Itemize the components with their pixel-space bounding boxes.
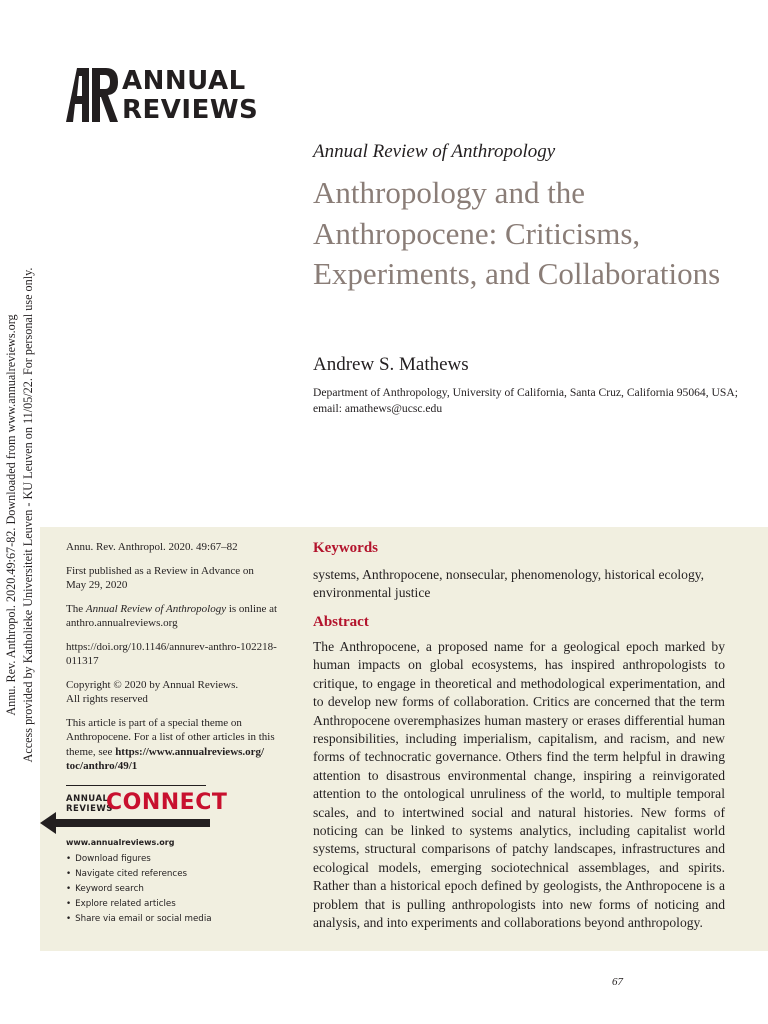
online-url-link[interactable]: anthro.annualreviews.org: [66, 617, 178, 629]
annual-reviews-logo[interactable]: [66, 68, 266, 124]
journal-name: Annual Review of Anthropology: [313, 141, 556, 162]
keywords-heading: Keywords: [313, 540, 378, 556]
online-prefix: The: [66, 602, 84, 615]
page-number: 67: [612, 976, 623, 988]
annual-reviews-connect[interactable]: [66, 785, 228, 945]
connect-reviews: REVIEWS: [66, 803, 113, 814]
logo-word-reviews: REVIEWS: [122, 95, 259, 125]
affiliation-email[interactable]: email: amathews@ucsc.edu: [313, 401, 443, 415]
arrow-left-icon: [40, 812, 210, 834]
copyright-line1: Copyright © 2020 by Annual Reviews.: [66, 678, 239, 691]
online-suffix: is online at: [228, 602, 278, 615]
first-published-date: May 29, 2020: [66, 579, 128, 591]
online-journal: Annual Review of Anthropology: [85, 602, 227, 615]
connect-annual: ANNUAL: [66, 794, 109, 804]
copyright-line2: All rights reserved: [66, 693, 148, 705]
connect-feature-item: • Explore related articles: [66, 897, 212, 912]
ar-logo-mark-icon: [66, 68, 118, 122]
download-notice-line1: Annu. Rev. Anthropol. 2020.49:67-82. Downloaded from www.annualreviews.org: [4, 314, 18, 716]
first-published-line1: First published as a Review in Advance on: [66, 564, 254, 577]
connect-features-list: [66, 852, 212, 927]
first-published: [66, 564, 286, 593]
connect-url[interactable]: www.annualreviews.org: [66, 838, 175, 847]
citation: Annu. Rev. Anthropol. 2020. 49:67–82: [66, 541, 238, 553]
connect-divider: [66, 785, 206, 786]
special-theme-link-line1[interactable]: https://www.annualreviews.org/: [115, 745, 265, 758]
online-availability: [66, 602, 286, 631]
article-metadata: [66, 540, 286, 783]
copyright: [66, 678, 286, 707]
abstract-heading: Abstract: [313, 614, 369, 630]
doi-line1[interactable]: https://doi.org/10.1146/annurev-anthro-102218-: [66, 640, 277, 653]
download-notice-line2: Access provided by Katholieke Universiteit Leuven - KU Leuven on 11/05/22. For personal use only.: [21, 267, 35, 763]
download-notice-sidebar: [0, 0, 40, 1024]
author-name: Andrew S. Mathews: [313, 354, 469, 375]
download-notice-text: [3, 268, 37, 763]
doi-link[interactable]: [66, 640, 286, 669]
logo-word-annual: ANNUAL: [122, 66, 246, 96]
connect-feature-item: • Share via email or social media: [66, 912, 212, 927]
article-title: Anthropology and the Anthropocene: Criticisms, Experiments, and Collaborations: [313, 175, 721, 291]
abstract-text: The Anthropocene, a proposed name for a geological epoch marked by human impacts on global ecosystems, has inspired anthropologists to critique, to engage in theoretical and methodological experimentation, and to develop new forms of collaboration. Critics are concerned that the term Anthropocene overemphasizes human mastery or erases differential human responsibilities, including imperialism, capitalism, and racism, and new forms of technocratic governance. Others find the term helpful in drawing attention to disastrous environmental change, inspiring a reinvigorated attention to the ontological unruliness of the world, to multiple temporal scales, and to intertwined social and natural histories. New forms of noticing can be linked to systems analytics, including capitalist world systems, structural comparisons of patchy landscapes, infrastructures and ecological models, emerging sociotechnical assemblages, and spirits. Rather than a historical epoch defined by geologists, the Anthropocene is a problem that is pulling anthropologists into new forms of noticing and analysis, and into experiments and collaborations beyond anthropology.: [313, 639, 725, 931]
connect-feature-item: • Keyword search: [66, 882, 212, 897]
special-theme-note: [66, 716, 286, 774]
keywords-text: systems, Anthropocene, nonsecular, phenomenology, historical ecology, environmental justice: [313, 567, 705, 600]
special-theme-link-line2[interactable]: toc/anthro/49/1: [66, 760, 138, 772]
author-affiliation: [313, 385, 743, 416]
affiliation-line: Department of Anthropology, University of California, Santa Cruz, California 95064, USA;: [313, 386, 738, 399]
connect-feature-item: • Navigate cited references: [66, 867, 212, 882]
connect-brand: CONNECT: [106, 790, 228, 815]
special-theme-text: This article is part of a special theme on Anthropocene. For a list of other articles in this theme, see: [66, 716, 275, 758]
connect-feature-item: • Download figures: [66, 852, 212, 867]
doi-line2[interactable]: 011317: [66, 655, 99, 667]
